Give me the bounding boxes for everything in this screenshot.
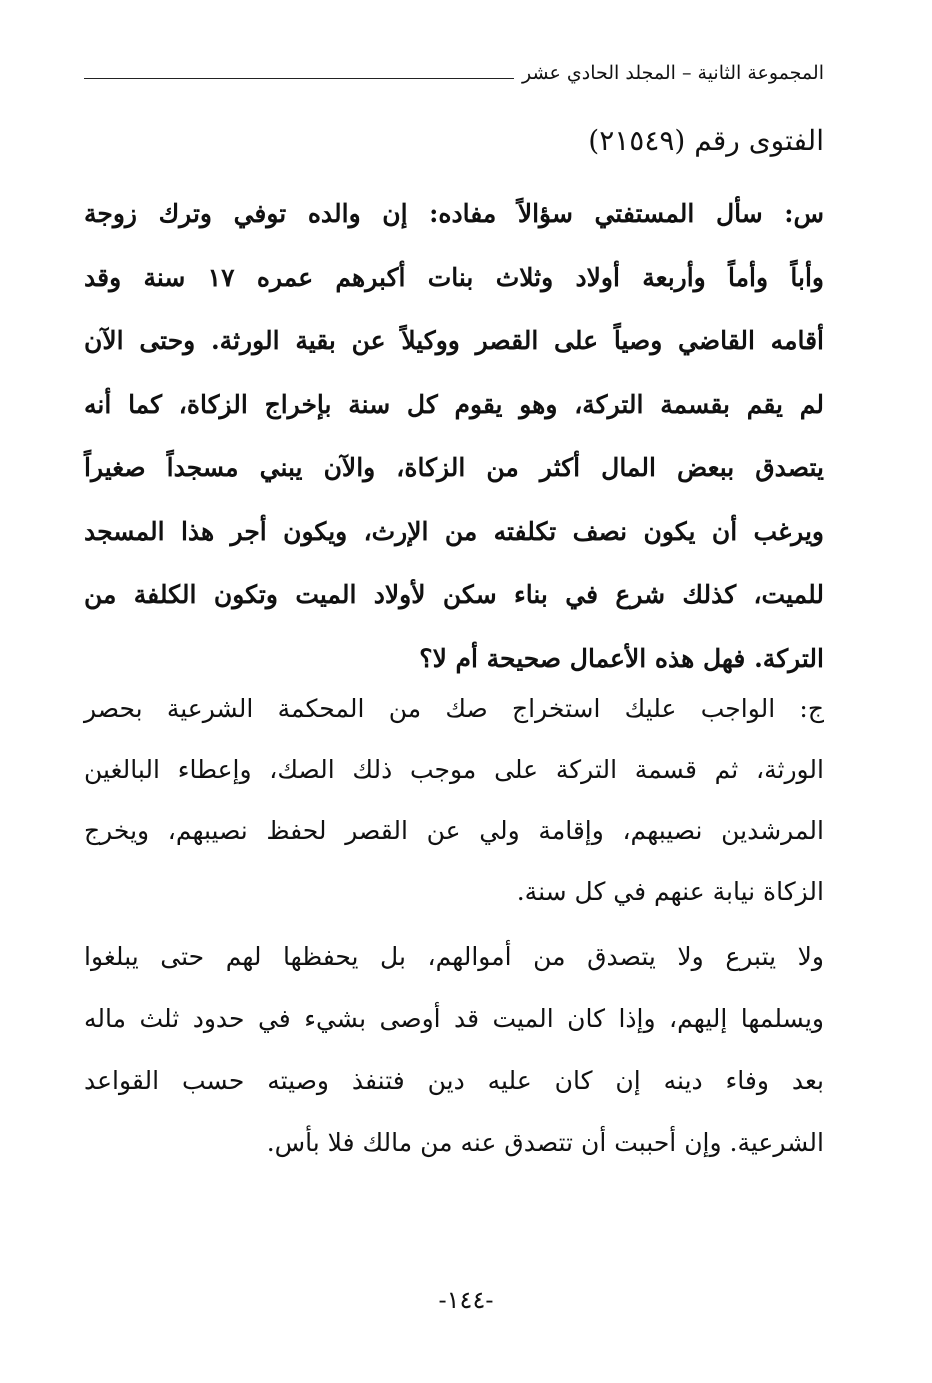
question-line: س: سأل المستفتي سؤالاً مفاده: إن والده توفي وترك زوجة [84,199,824,228]
page-number: -١٤٤- [438,1286,494,1314]
answer-line: المرشدين نصيبهم، وإقامة ولي عن القصر لحفظ نصيبهم، ويخرج [84,816,824,845]
question-line: يتصدق ببعض المال أكثر من الزكاة، والآن يبني مسجداً صغيراً [84,453,824,482]
answer-continuation-paragraph [84,926,824,1174]
answer-line: الزكاة نيابة عنهم في كل سنة. [516,877,824,906]
answer-paragraph [84,678,824,922]
answer-line: ولا يتبرع ولا يتصدق من أموالهم، بل يحفظها لهم حتى يبلغوا [84,942,824,971]
running-header [84,60,824,92]
question-line: وأباً وأماً وأربعة أولاد وثلاث بنات أكبرهم عمره ١٧ سنة وقد [84,262,824,292]
question-line: للميت، كذلك شرع في بناء سكن لأولاد الميت وتكون الكلفة من [84,580,824,609]
fatwa-number: الفتوى رقم (٢١٥٤٩) [588,124,824,157]
answer-line: الشرعية. وإن أحببت أن تتصدق عنه من مالك فلا بأس. [266,1128,824,1157]
question-line: التركة. فهل هذه الأعمال صحيحة أم لا؟ [419,643,824,673]
question-paragraph [84,182,824,690]
question-line: لم يقم بقسمة التركة، وهو يقوم كل سنة بإخراج الزكاة، كما أنه [84,389,824,419]
answer-line: ويسلمها إليهم، وإذا كان الميت قد أوصى بشيء في حدود ثلث ماله [84,1004,824,1033]
answer-line: الورثة، ثم قسمة التركة على موجب ذلك الصك، وإعطاء البالغين [84,755,824,784]
answer-line: بعد وفاء دينه إن كان عليه دين فتنفذ وصيته حسب القواعد [84,1066,824,1095]
question-line: أقامه القاضي وصياً على القصر ووكيلاً عن بقية الورثة. وحتى الآن [84,326,824,355]
answer-line: ج: الواجب عليك استخراج صك من المحكمة الشرعية بحصر [84,694,824,723]
question-line: ويرغب أن يكون نصف تكلفته من الإرث، ويكون أجر هذا المسجد [84,516,824,546]
running-title: المجموعة الثانية – المجلد الحادي عشر [514,62,824,84]
